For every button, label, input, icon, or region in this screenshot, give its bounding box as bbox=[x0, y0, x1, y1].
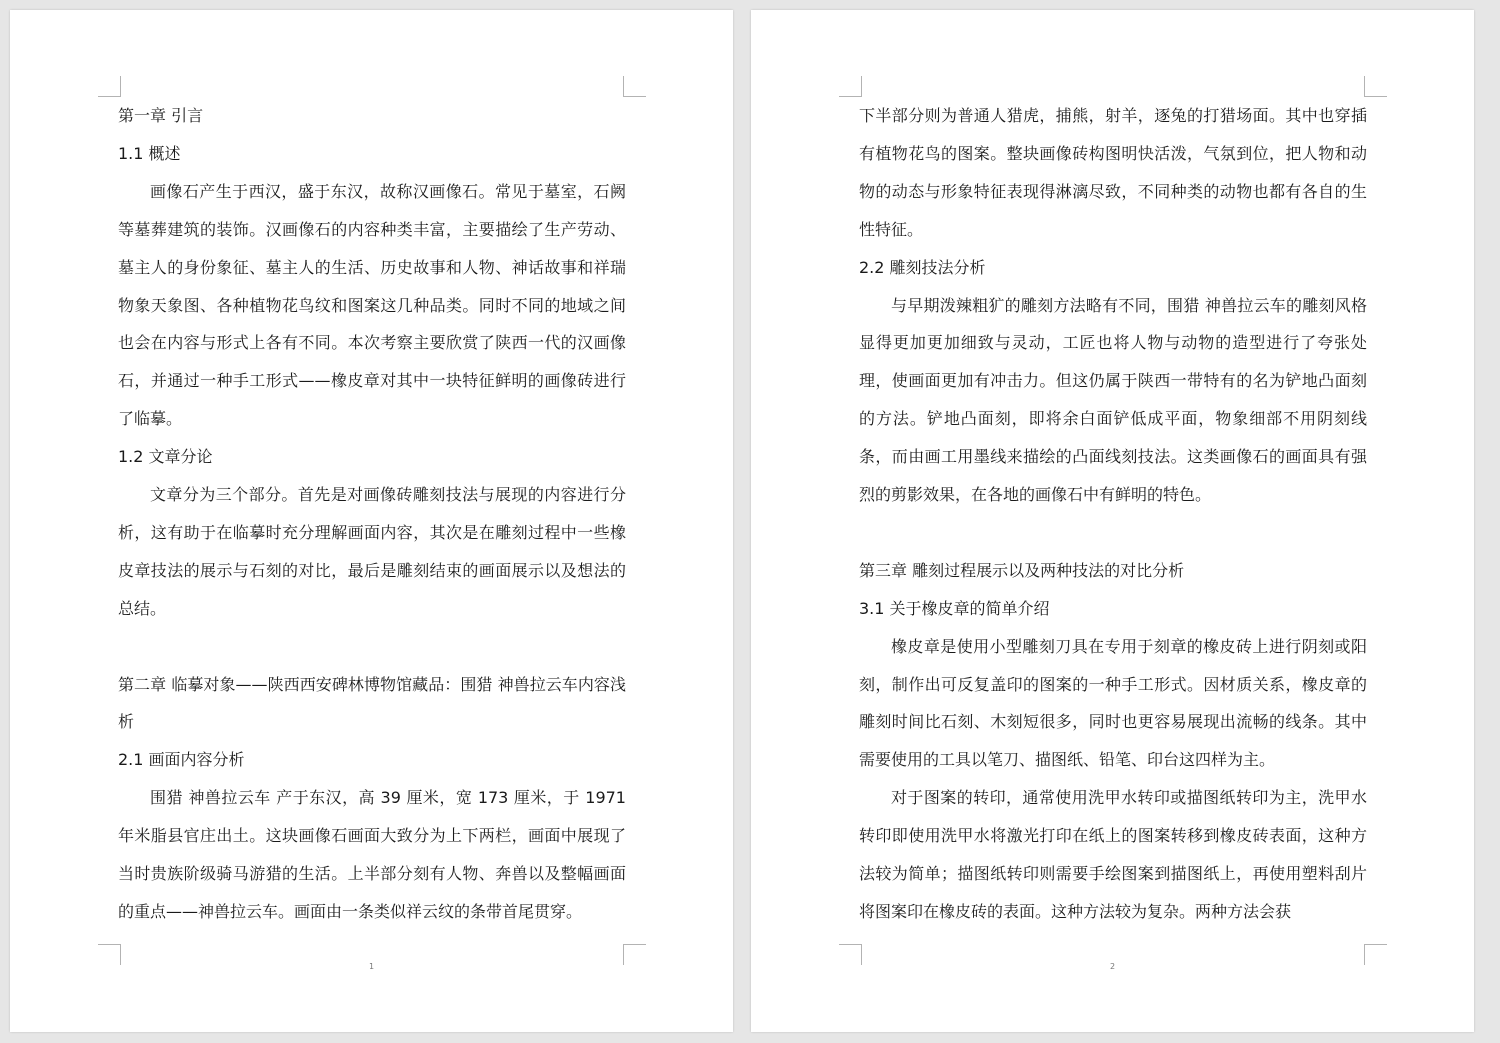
body-paragraph: 橡皮章是使用小型雕刻刀具在专用于刻章的橡皮砖上进行阴刻或阳刻，制作出可反复盖印的图案的一种手工形式。因材质关系，橡皮章的雕刻时间比石刻、木刻短很多，同时也更容易展现出流畅的线条。其中需要使用的工具以笔刀、描图纸、铅笔、印台这四样为主。 bbox=[859, 636, 1367, 770]
body-paragraph: 文章分为三个部分。首先是对画像砖雕刻技法与展现的内容进行分析，这有助于在临摹时充分理解画面内容，其次是在雕刻过程中一些橡皮章技法的展示与石刻的对比，最后是雕刻结束的画面展示以及想法的总结。 bbox=[118, 485, 626, 618]
body-paragraph: 对于图案的转印，通常使用洗甲水转印或描图纸转印为主，洗甲水转印即使用洗甲水将激光打印在纸上的图案转移到橡皮砖表面，这种方法较为简单；描图纸转印则需要手绘图案到描图纸上，再使用塑料刮片将图案印在橡皮砖的表面。这种方法较为复杂。两种方法会获 bbox=[859, 788, 1367, 922]
section-heading: 1.2 文章分论 bbox=[118, 447, 213, 467]
page-number: 2 bbox=[1109, 962, 1116, 971]
margin-corner-mark bbox=[1364, 76, 1387, 97]
document-page-1 bbox=[10, 10, 733, 1032]
body-paragraph: 画像石产生于西汉，盛于东汉，故称汉画像石。常见于墓室，石阙等墓葬建筑的装饰。汉画像石的内容种类丰富，主要描绘了生产劳动、墓主人的身份象征、墓主人的生活、历史故事和人物、神话故事和祥瑞物象天象图、各种植物花鸟纹和图案这几种品类。同时不同的地域之间也会在内容与形式上各有不同。本次考察主要欣赏了陕西一代的汉画像石，并通过一种手工形式——橡皮章对其中一块特征鲜明的画像砖进行了临摹。 bbox=[118, 181, 626, 429]
margin-corner-mark bbox=[839, 76, 862, 97]
margin-corner-mark bbox=[623, 76, 646, 97]
blank-line bbox=[859, 514, 1367, 552]
section-heading: 2.1 画面内容分析 bbox=[118, 750, 245, 770]
margin-corner-mark bbox=[98, 76, 121, 97]
document-page-2 bbox=[751, 10, 1474, 1032]
body-paragraph: 下半部分则为普通人猎虎，捕熊，射羊，逐兔的打猎场面。其中也穿插有植物花鸟的图案。整块画像砖构图明快活泼，气氛到位，把人物和动物的动态与形象特征表现得淋漓尽致，不同种类的动物也都有各自的生性特征。 bbox=[859, 106, 1367, 239]
page-body[interactable] bbox=[859, 97, 1367, 931]
chapter-heading: 第一章 引言 bbox=[118, 106, 204, 125]
chapter-heading: 第三章 雕刻过程展示以及两种技法的对比分析 bbox=[859, 560, 1185, 580]
section-heading: 1.1 概述 bbox=[118, 143, 181, 163]
body-paragraph: 围猎 神兽拉云车 产于东汉，高 39 厘米，宽 173 厘米，于 1971 年米脂县官庄出土。这块画像石画面大致分为上下两栏，画面中展现了当时贵族阶级骑马游猎的生活。上半部分刻有人物、奔兽以及整幅画面的重点——神兽拉云车。画面由一条类似祥云纹的条带首尾贯穿。 bbox=[118, 788, 626, 922]
page-number: 1 bbox=[368, 962, 375, 971]
chapter-heading: 第二章 临摹对象——陕西西安碑林博物馆藏品：围猎 神兽拉云车内容浅析 bbox=[118, 674, 626, 732]
section-heading: 3.1 关于橡皮章的简单介绍 bbox=[859, 598, 1050, 618]
page-body[interactable] bbox=[118, 97, 626, 931]
section-heading: 2.2 雕刻技法分析 bbox=[859, 257, 986, 277]
blank-line bbox=[118, 628, 626, 666]
body-paragraph: 与早期泼辣粗犷的雕刻方法略有不同，围猎 神兽拉云车的雕刻风格显得更加更加细致与灵动，工匠也将人物与动物的造型进行了夸张处理，使画面更加有冲击力。但这仍属于陕西一带特有的名为铲地凸面刻的方法。铲地凸面刻，即将余白面铲低成平面，物象细部不用阴刻线条，而由画工用墨线来描绘的凸面线刻技法。这类画像石的画面具有强烈的剪影效果，在各地的画像石中有鲜明的特色。 bbox=[859, 295, 1367, 505]
